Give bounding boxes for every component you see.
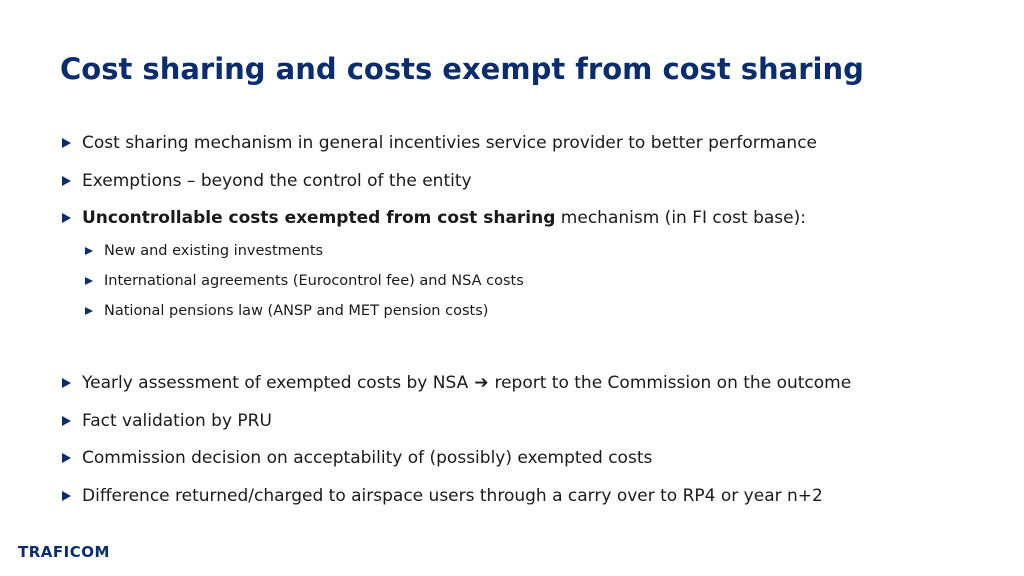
bullet-triangle-icon [62, 213, 71, 223]
bullet-item [62, 171, 472, 191]
bullet-item [62, 208, 806, 228]
bullet-triangle-icon [62, 138, 71, 148]
bullet-triangle-icon [85, 307, 93, 315]
bullet-text: Yearly assessment of exempted costs by NSA [82, 373, 469, 393]
sub-bullet-item [85, 273, 524, 289]
bullet-item [62, 133, 817, 153]
bullet-triangle-icon [85, 277, 93, 285]
traficom-logo: TRAFICOM [18, 543, 110, 561]
bullet-text: mechanism (in FI cost base): [555, 208, 806, 228]
bullet-triangle-icon [62, 491, 71, 501]
bullet-text: Fact validation by PRU [82, 411, 272, 431]
bullet-item [62, 486, 823, 506]
sub-bullet-item [85, 303, 488, 319]
bullet-item [62, 373, 851, 393]
bullet-bold-text: Uncontrollable costs exempted from cost sharing [82, 208, 556, 228]
bullet-triangle-icon [62, 453, 71, 463]
sub-bullet-text: New and existing investments [104, 243, 324, 259]
bullet-text: Cost sharing mechanism in general incentivies service provider to better performance [82, 133, 818, 153]
bullet-text: Difference returned/charged to airspace users through a carry over to RP4 or year n+2 [82, 486, 823, 506]
sub-bullet-text: International agreements (Eurocontrol fee) and NSA costs [104, 273, 524, 289]
bullet-triangle-icon [62, 378, 71, 388]
bullet-item [62, 411, 272, 431]
sub-bullet-text: National pensions law (ANSP and MET pension costs) [104, 303, 489, 319]
slide-title: Cost sharing and costs exempt from cost sharing [60, 52, 864, 86]
bullet-triangle-icon [62, 416, 71, 426]
bullet-text: Exemptions – beyond the control of the entity [82, 171, 472, 191]
bullet-item [62, 448, 652, 468]
right-arrow-icon: ➔ [474, 373, 489, 393]
bullet-triangle-icon [62, 176, 71, 186]
bullet-text: report to the Commission on the outcome [494, 373, 852, 393]
sub-bullet-item [85, 243, 323, 259]
bullet-triangle-icon [85, 247, 93, 255]
bullet-text: Commission decision on acceptability of (possibly) exempted costs [82, 448, 653, 468]
